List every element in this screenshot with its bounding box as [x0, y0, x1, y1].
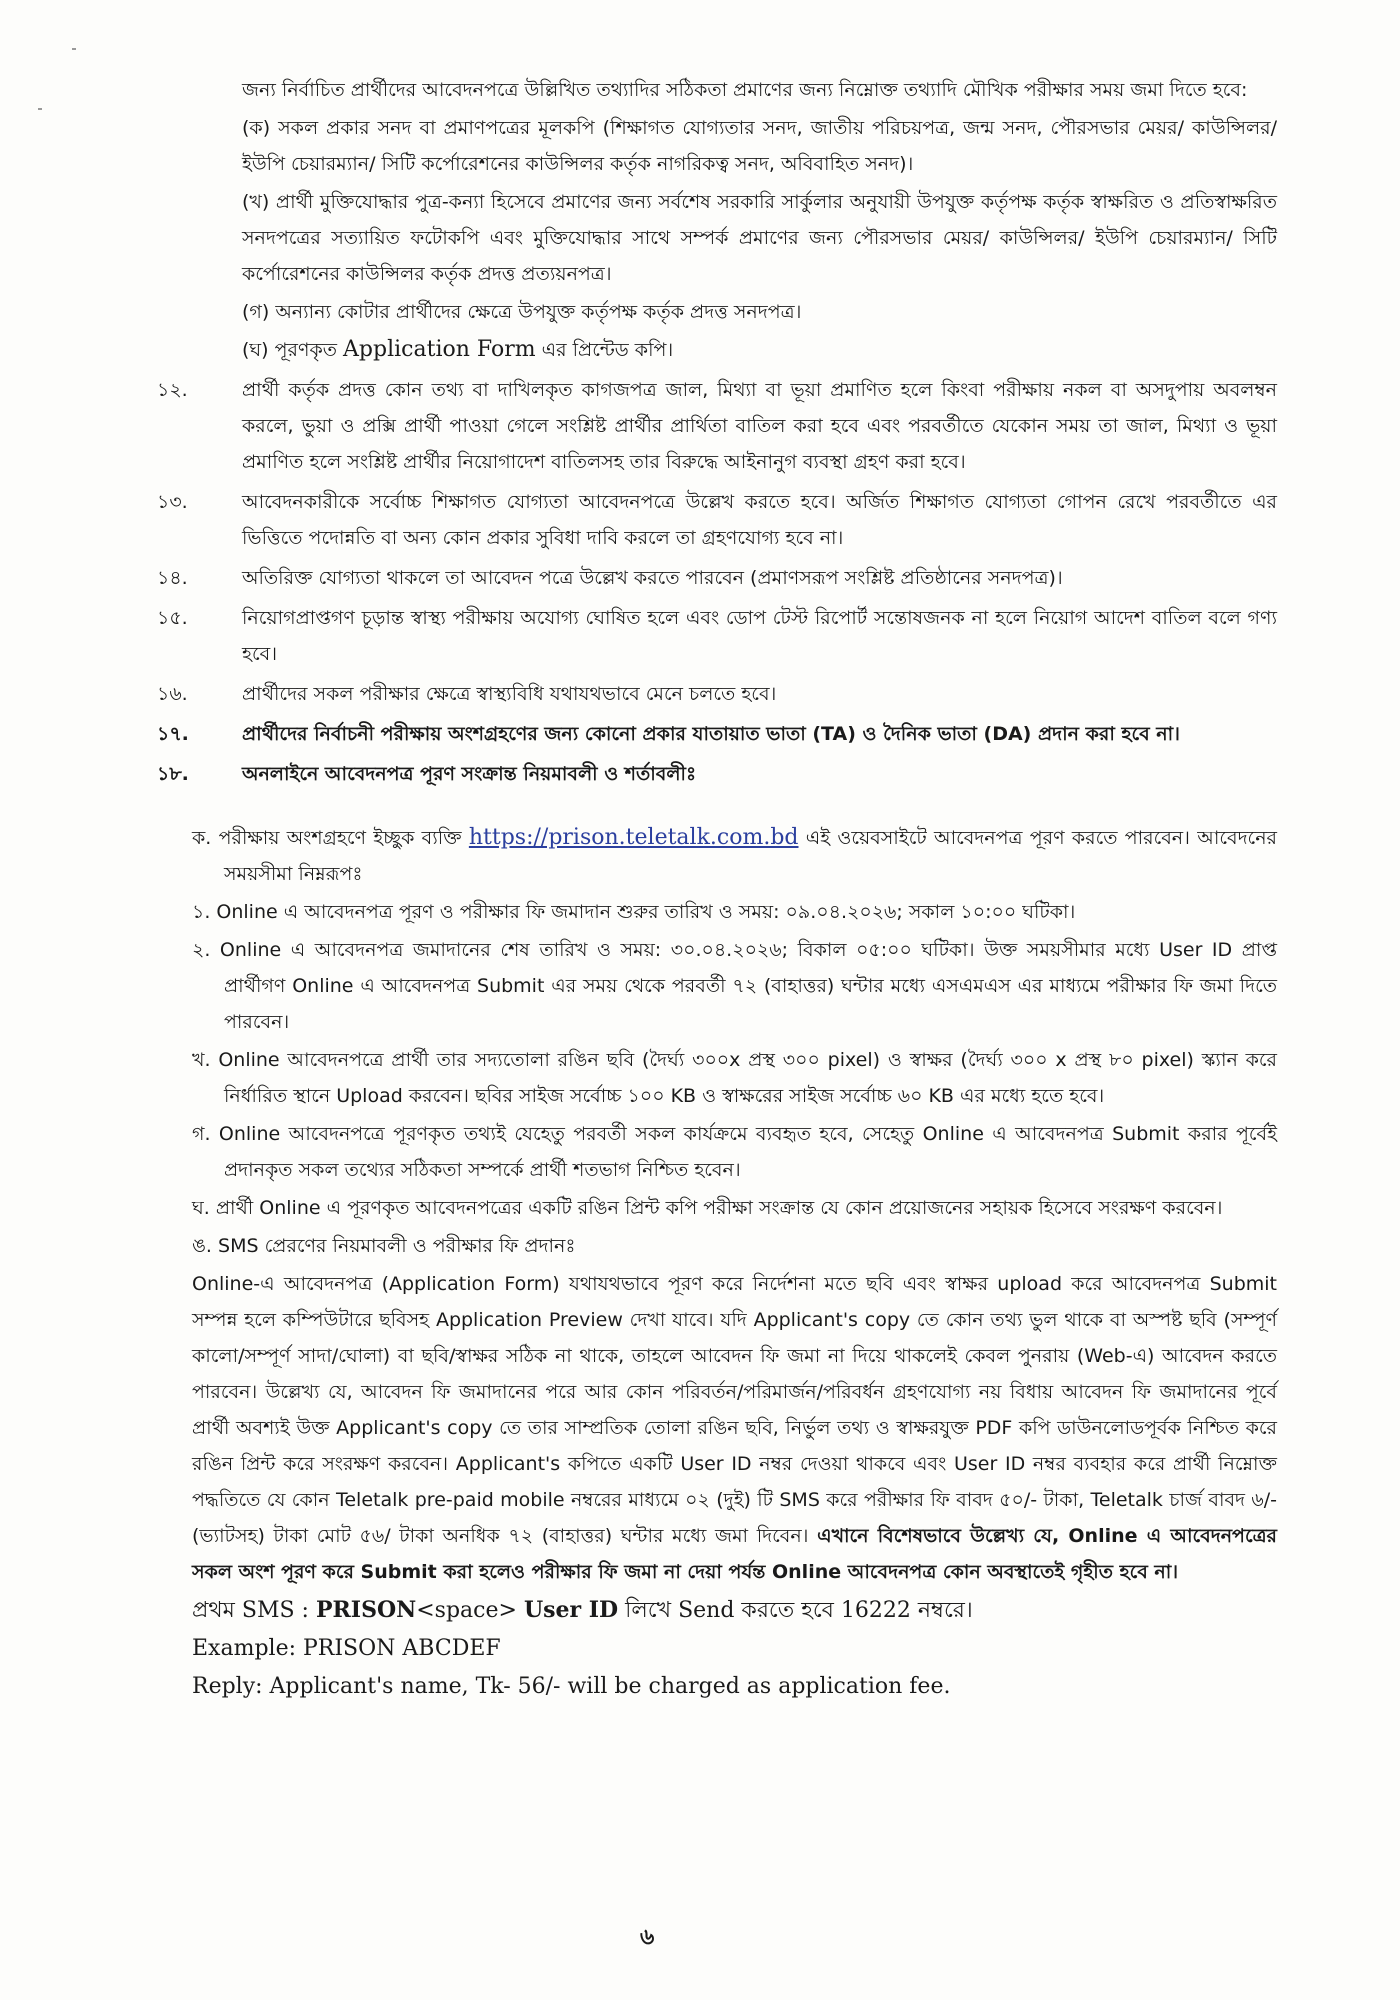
item-text: আবেদনকারীকে সর্বোচ্চ শিক্ষাগত যোগ্যতা আবেদনপত্রে উল্লেখ করতে হবে। অর্জিত শিক্ষাগত যোগ্যতা গোপন রেখে পরবর্তীতে এর ভিত্তিতে পদোন্নতি বা অন্য কোন প্রকার সুবিধা দাবি করলে তা গ্রহণযোগ্য হবে না। [242, 491, 1277, 549]
first-sms-line [192, 1592, 1277, 1629]
sms-paragraph-bold: এখানে বিশেষভাবে উল্লেখ্য যে, Online এ আবেদনপত্রের সকল অংশ পূরণ করে Submit করা হলেও পরীক্ষার ফি জমা না দেয়া পর্যন্ত Online আবেদনপত্র কোন অবস্থাতেই গৃহীত হবে না। [192, 1525, 1277, 1583]
website-link[interactable]: https://prison.teletalk.com.bd [468, 825, 799, 850]
rule-umo-sms: ঙ. SMS প্রেরণের নিয়মাবলী ও পরীক্ষার ফি প্রদানঃ [192, 1235, 576, 1257]
rule-kha-photo: খ. Online আবেদনপত্রে প্রার্থী তার সদ্যতোলা রঙিন ছবি (দৈর্ঘ্য ৩০০x প্রস্থ ৩০০ pixel) ও স্বাক্ষর (দৈর্ঘ্য ৩০০ x প্রস্থ ৮০ pixel) স্ক্যান করে নির্ধারিত স্থানে Upload করবেন। ছবির সাইজ সর্বোচ্চ ১০০ KB ও স্বাক্ষরের সাইজ সর্বোচ্চ ৬০ KB এর মধ্যে হতে হবে। [192, 1049, 1277, 1107]
item-text: অনলাইনে আবেদনপত্র পূরণ সংক্রান্ত নিয়মাবলী ও শর্তাবলীঃ [242, 763, 697, 785]
requirement-ga: (গ) অন্যান্য কোটার প্রার্থীদের ক্ষেত্রে উপযুক্ত কর্তৃপক্ষ কর্তৃক প্রদত্ত সনদপত্র। [242, 301, 802, 323]
first-sms-space: <space> [416, 1598, 517, 1623]
requirement-gha-post: এর প্রিন্টেড কপি। [541, 339, 674, 361]
document-section-requirements [157, 72, 1277, 796]
item-number: ১৫. [157, 607, 188, 629]
rule-ga-accuracy: গ. Online আবেদনপত্রে পূরণকৃত তথ্যই যেহেতু পরবর্তী সকল কার্যক্রমে ব্যবহৃত হবে, সেহেতু Online এ আবেদনপত্র Submit করার পূর্বেই প্রদানকৃত সকল তথ্যের সঠিকতা সম্পর্কে প্রার্থী শতভাগ নিশ্চিত হবেন। [192, 1123, 1277, 1181]
list-item [157, 600, 1277, 672]
item-number: ১৩. [157, 491, 188, 513]
sms-reply: Reply: Applicant's name, Tk- 56/- will be charged as application fee. [192, 1674, 951, 1699]
rule-ka-post: এই ওয়েবসাইটে আবেদনপত্র পূরণ করতে পারবেন। আবেদনের সময়সীমা নিম্নরূপঃ [224, 827, 1277, 885]
sms-paragraph-text: Online-এ আবেদনপত্র (Application Form) যথাযথভাবে পূরণ করে নির্দেশনা মতে ছবি এবং স্বাক্ষর upload করে আবেদনপত্র Submit সম্পন্ন হলে কম্পিউটারে ছবিসহ Application Preview দেখা যাবে। যদি Applicant's copy তে কোন তথ্য ভুল থাকে বা অস্পষ্ট ছবি (সম্পূর্ণ কালো/সম্পূর্ণ সাদা/ঘোলা) বা ছবি/স্বাক্ষর সঠিক না থাকে, তাহলে আবেদন ফি জমা না দিয়ে থাকলেই কেবল পুনরায় (Web-এ) আবেদন করতে পারবেন। উল্লেখ্য যে, আবেদন ফি জমাদানের পরে আর কোন পরিবর্তন/পরিমার্জন/পরিবর্ধন গ্রহণযোগ্য নয় বিধায় আবেদন ফি জমাদানের পূর্বে প্রার্থী অবশ্যই উক্ত Applicant's copy তে তার সাম্প্রতিক তোলা রঙিন ছবি, নির্ভুল তথ্য ও স্বাক্ষরযুক্ত PDF কপি ডাউনলোডপূর্বক নিশ্চিত করে রঙিন প্রিন্ট করে সংরক্ষণ করবেন। Applicant's কপিতে একটি User ID নম্বর দেওয়া থাকবে এবং User ID নম্বর ব্যবহার করে প্রার্থী নিম্নোক্ত পদ্ধতিতে যে কোন Teletalk pre-paid mobile নম্বরের মাধ্যমে ০২ (দুই) টি SMS করে পরীক্ষার ফি বাবদ ৫০/- টাকা, Teletalk চার্জ বাবদ ৬/- (ভ্যাটসহ) টাকা মোট ৫৬/ টাকা অনধিক ৭২ (বাহাত্তর) ঘন্টার মধ্যে জমা দিবেন। [192, 1273, 1277, 1547]
item-text: প্রার্থী কর্তৃক প্রদত্ত কোন তথ্য বা দাখিলকৃত কাগজপত্র জাল, মিথ্যা বা ভূয়া প্রমাণিত হলে কিংবা পরীক্ষায় নকল বা অসদুপায় অবলম্বন করলে, ভুয়া ও প্রক্সি প্রার্থী পাওয়া গেলে সংশ্লিষ্ট প্রার্থীর প্রার্থিতা বাতিল করা হবে এবং পরবর্তীতে যেকোন সময় তা জাল, মিথ্যা ও ভূয়া প্রমাণিত হলে সংশ্লিষ্ট প্রার্থীর নিয়োগাদেশ বাতিলসহ তার বিরুদ্ধে আইনানুগ ব্যবস্থা গ্রহণ করা হবে। [242, 379, 1277, 473]
list-item [157, 484, 1277, 556]
requirement-gha-en: Application Form [343, 337, 536, 362]
sms-paragraph [192, 1266, 1277, 1590]
scan-speck [72, 48, 76, 50]
item-number: ১২. [157, 379, 188, 401]
rule-ka [192, 820, 1277, 892]
requirement-ka: (ক) সকল প্রকার সনদ বা প্রমাণপত্রের মূলকপি (শিক্ষাগত যোগ্যতার সনদ, জাতীয় পরিচয়পত্র, জন্ম সনদ, পৌরসভার মেয়র/ কাউন্সিলর/ ইউপি চেয়ারম্যান/ সিটি কর্পোরেশনের কাউন্সিলর কর্তৃক নাগরিকত্ব সনদ, অবিবাহিত সনদ)। [242, 117, 1277, 175]
rule-end-date: ২. Online এ আবেদনপত্র জমাদানের শেষ তারিখ ও সময়: ৩০.০৪.২০২৬; বিকাল ০৫:০০ ঘটিকা। উক্ত সময়সীমার মধ্যে User ID প্রাপ্ত প্রার্থীগণ Online এ আবেদনপত্র Submit এর সময় থেকে পরবর্তী ৭২ (বাহাত্তর) ঘন্টার মধ্যে এসএমএস এর মাধ্যমে পরীক্ষার ফি জমা দিতে পারবেন। [192, 939, 1277, 1033]
list-item [157, 756, 1277, 792]
rule-start-date: ১. Online এ আবেদনপত্র পূরণ ও পরীক্ষার ফি জমাদান শুরুর তারিখ ও সময়: ০৯.০৪.২০২৬; সকাল ১০:০০ ঘটিকা। [192, 901, 1076, 923]
list-item [157, 716, 1277, 752]
item-number: ১৮. [157, 763, 189, 785]
item-text: প্রার্থীদের সকল পরীক্ষার ক্ষেত্রে স্বাস্থ্যবিধি যথাযথভাবে মেনে চলতে হবে। [242, 683, 777, 705]
page-number: ৬ [640, 1925, 655, 1950]
rule-gha-print: ঘ. প্রার্থী Online এ পূরণকৃত আবেদনপত্রের একটি রঙিন প্রিন্ট কপি পরীক্ষা সংক্রান্ত যে কোন প্রয়োজনের সহায়ক হিসেবে সংরক্ষণ করবেন। [192, 1197, 1223, 1219]
intro-paragraph: জন্য নির্বাচিত প্রার্থীদের আবেদনপত্রে উল্লিখিত তথ্যাদির সঠিকতা প্রমাণের জন্য নিম্নোক্ত তথ্যাদি মৌখিক পরীক্ষার সময় জমা দিতে হবে: [242, 79, 1248, 101]
first-sms-post: লিখে Send করতে হবে 16222 নম্বরে। [625, 1598, 973, 1623]
requirement-gha-pre: (ঘ) পূরণকৃত [242, 339, 337, 361]
numbered-list [157, 372, 1277, 792]
item-number: ১৭. [157, 723, 189, 745]
first-sms-label: প্রথম SMS : [192, 1598, 309, 1623]
sms-example: Example: PRISON ABCDEF [192, 1636, 501, 1661]
rule-ka-pre: ক. পরীক্ষায় অংশগ্রহণে ইচ্ছুক ব্যক্তি [192, 827, 462, 849]
item-number: ১৬. [157, 683, 188, 705]
online-application-rules [192, 820, 1277, 1707]
requirement-gha [242, 332, 1277, 368]
item-text: অতিরিক্ত যোগ্যতা থাকলে তা আবেদন পত্রে উল্লেখ করতে পারবেন (প্রমাণসরূপ সংশ্লিষ্ট প্রতিষ্ঠানের সনদপত্র)। [242, 567, 1063, 589]
list-item [157, 560, 1277, 596]
list-item [157, 372, 1277, 480]
first-sms-command: PRISON [315, 1597, 417, 1623]
item-text: প্রার্থীদের নির্বাচনী পরীক্ষায় অংশগ্রহণের জন্য কোনো প্রকার যাতায়াত ভাতা (TA) ও দৈনিক ভাতা (DA) প্রদান করা হবে না। [242, 723, 1180, 745]
requirement-kha: (খ) প্রার্থী মুক্তিযোদ্ধার পুত্র-কন্যা হিসেবে প্রমাণের জন্য সর্বশেষ সরকারি সার্কুলার অনুযায়ী উপযুক্ত কর্তৃপক্ষ কর্তৃক স্বাক্ষরিত ও প্রতিস্বাক্ষরিত সনদপত্রের সত্যায়িত ফটোকপি এবং মুক্তিযোদ্ধার সাথে সম্পর্ক প্রমাণের জন্য পৌরসভার মেয়র/ কাউন্সিলর/ ইউপি চেয়ারম্যান/ সিটি কর্পোরেশনের কাউন্সিলর কর্তৃক প্রদত্ত প্রত্যয়নপত্র। [242, 191, 1277, 285]
item-number: ১৪. [157, 567, 188, 589]
item-text: নিয়োগপ্রাপ্তগণ চূড়ান্ত স্বাস্থ্য পরীক্ষায় অযোগ্য ঘোষিত হলে এবং ডোপ টেস্ট রিপোর্ট সন্তোষজনক না হলে নিয়োগ আদেশ বাতিল বলে গণ্য হবে। [242, 607, 1277, 665]
list-item [157, 676, 1277, 712]
first-sms-userid: User ID [523, 1597, 619, 1623]
scan-speck [38, 108, 42, 110]
